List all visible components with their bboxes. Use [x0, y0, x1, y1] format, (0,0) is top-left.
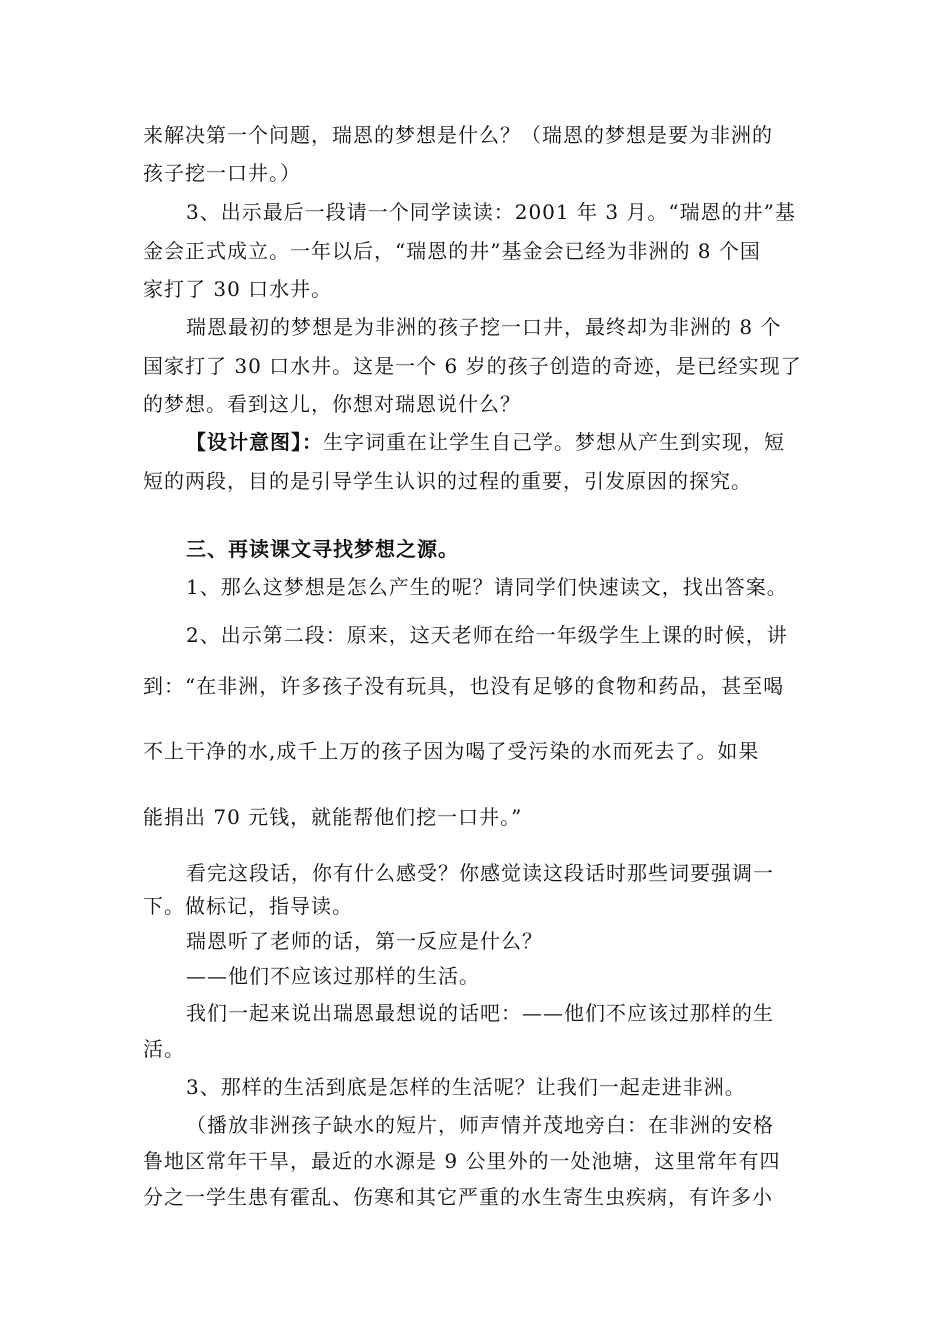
text-line: 瑞恩听了老师的话，第一反应是什么？	[186, 929, 543, 953]
text-line: 看完这段话，你有什么感受？你感觉读这段话时那些词要强调一	[186, 861, 774, 885]
section-heading: 三、再读课文寻找梦想之源。	[186, 537, 459, 561]
text-line: 到：“在非洲，许多孩子没有玩具，也没有足够的食物和药品，甚至喝	[143, 674, 785, 698]
text-line: 鲁地区常年干旱，最近的水源是 9 公里外的一处池塘，这里常年有四	[143, 1149, 781, 1173]
text-line: 的梦想。看到这儿，你想对瑞恩说什么？	[143, 392, 521, 416]
text-line: 3、出示最后一段请一个同学读读：2001 年 3 月。“瑞恩的井”基	[186, 200, 796, 224]
text-line: 家打了 30 口水井。	[143, 277, 333, 301]
text-line: 1、那么这梦想是怎么产生的呢？请同学们快速读文，找出答案。	[186, 575, 788, 599]
text-line: 国家打了 30 口水井。这是一个 6 岁的孩子创造的奇迹，是已经实现了	[143, 354, 802, 378]
text-line: 分之一学生患有霍乱、伤寒和其它严重的水生寄生虫疾病，有许多小	[143, 1185, 773, 1209]
design-intent-text: 生字词重在让学生自己学。梦想从产生到实现，短	[323, 430, 785, 454]
text-line: 我们一起来说出瑞恩最想说的话吧：——他们不应该过那样的生	[186, 1001, 774, 1025]
design-intent-label: 【设计意图】：	[186, 430, 323, 454]
design-intent-line	[186, 428, 785, 456]
text-line: 3、那样的生活到底是怎样的生活呢？让我们一起走进非洲。	[186, 1075, 746, 1099]
text-line: 瑞恩最初的梦想是为非洲的孩子挖一口井，最终却为非洲的 8 个	[186, 315, 782, 339]
text-line: 下。做标记，指导读。	[143, 894, 353, 918]
text-line: 活。	[143, 1037, 185, 1061]
text-line: 金会正式成立。一年以后，“瑞恩的井”基金会已经为非洲的 8 个国	[143, 239, 761, 263]
text-line: 能捐出 70 元钱，就能帮他们挖一口井。”	[143, 805, 523, 829]
text-line: （播放非洲孩子缺水的短片，师声情并茂地旁白：在非洲的安格	[186, 1113, 774, 1137]
text-line: 不上干净的水,成千上万的孩子因为喝了受污染的水而死去了。如果	[143, 739, 760, 763]
text-line: 来解决第一个问题，瑞恩的梦想是什么？（瑞恩的梦想是要为非洲的	[143, 123, 773, 147]
text-line: 短的两段，目的是引导学生认识的过程的重要，引发原因的探究。	[143, 469, 752, 493]
text-line: ——他们不应该过那样的生活。	[186, 964, 480, 988]
text-line: 孩子挖一口井。）	[143, 161, 301, 185]
text-line: 2、出示第二段：原来，这天老师在给一年级学生上课的时候，讲	[186, 623, 788, 647]
